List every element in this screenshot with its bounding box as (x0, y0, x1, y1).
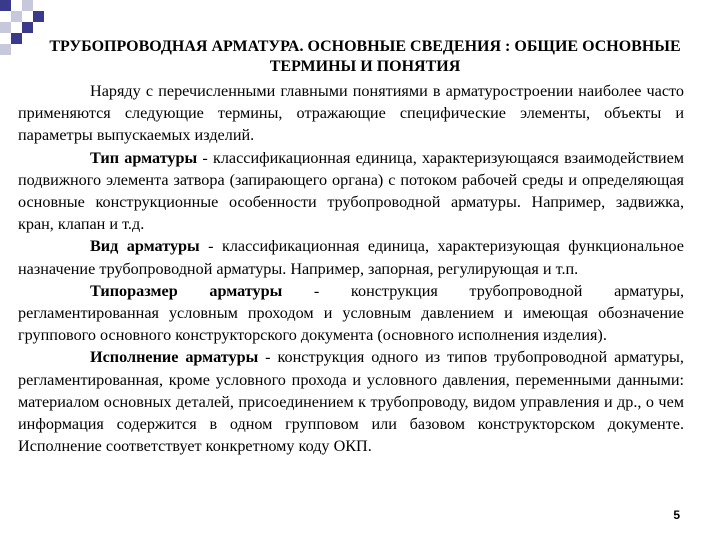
intro-paragraph: Наряду с перечисленными главными понятиями в арматуростроении наиболее часто применяются следующие термины, отражающие специфические элементы, объекты и параметры выпускаемых изделий. (18, 82, 684, 145)
term-paragraph-kind (18, 235, 684, 279)
term-paragraph-version (18, 346, 684, 457)
term-definition: - классификационная единица, характеризующаяся взаимодействием подвижного элемента затвора (запирающего органа) с потоком рабочей среды и определяющая основные конструкционные особенности трубопроводной арматуры. Например, задвижка, кран, клапан и т.д. (18, 148, 684, 234)
term-definition: - классификационная единица, характеризующая функциональное назначение трубопроводной арматуры. Например, запорная, регулирующая и т.п. (18, 237, 684, 278)
term-name: Исполнение арматуры (90, 348, 259, 367)
term-definition: - конструкция трубопроводной арматуры, регламентированная условным проходом и условным давлением и имеющая обозначение группового основного конструкторского документа (основного исполнения изделия). (18, 281, 684, 345)
page-number: 5 (673, 508, 680, 522)
term-paragraph-size (18, 280, 684, 347)
slide-body (18, 80, 684, 457)
term-name: Тип арматуры (90, 148, 198, 167)
slide-title: ТРУБОПРОВОДНАЯ АРМАТУРА. ОСНОВНЫЕ СВЕДЕНИЯ : ОБЩИЕ ОСНОВНЫЕ ТЕРМИНЫ И ПОНЯТИЯ (49, 38, 681, 75)
term-name: Вид арматуры (90, 237, 200, 256)
term-paragraph-type (18, 147, 684, 236)
term-name: Типоразмер арматуры (90, 281, 283, 300)
term-definition: - конструкция одного из типов трубопроводной арматуры, регламентированная, кроме условного прохода и условного давления, переменными данными: материалом основных деталей, присоединением к трубопроводу, видом управления и др., о чем информация содержится в одном групповом или базовом конструкторском документе. Исполнение соответствует конкретному коду ОКП. (18, 348, 684, 456)
